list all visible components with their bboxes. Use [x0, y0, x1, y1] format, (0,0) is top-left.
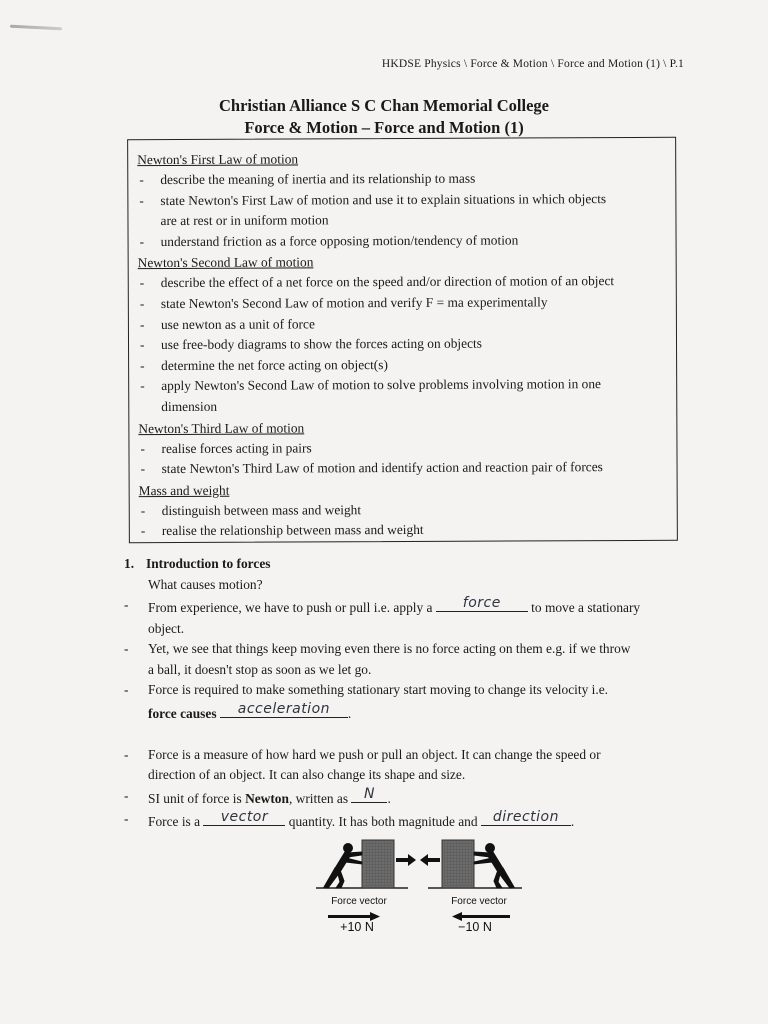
handwritten-answer: N [363, 785, 375, 802]
handwritten-answer: force [462, 595, 501, 611]
syllabus-item: - describe the effect of a net force on the speed and/or direction of motion of an object [139, 273, 615, 291]
right-force-value: −10 N [458, 920, 492, 934]
syllabus-item: - realise forces acting in pairs [140, 439, 312, 456]
person-pushing-left-icon [474, 844, 514, 889]
syllabus-heading: Newton's Third Law of motion [138, 419, 305, 436]
left-force-value: +10 N [340, 920, 374, 934]
answer-blank[interactable] [436, 595, 528, 612]
topic-title: Force & Motion – Force and Motion (1) [244, 118, 524, 137]
handwritten-answer: direction [492, 809, 559, 826]
syllabus-item: - realise the relationship between mass and weight [140, 522, 424, 539]
section-heading: 1. Introduction to forces [124, 556, 271, 571]
syllabus-item: - apply Newton's Second Law of motion to solve problems involving motion in one dimension [140, 376, 602, 414]
school-title: Christian Alliance S C Chan Memorial College [219, 96, 549, 115]
bullet-vector: - Force is a vector quantity. It has both magnitude and direction . [124, 809, 575, 830]
syllabus-item: - distinguish between mass and weight [140, 501, 362, 518]
syllabus-item: - state Newton's Third Law of motion and identify action and reaction pair of forces [140, 459, 603, 477]
bullet-si-unit: - SI unit of force is Newton, written as N . [124, 785, 391, 806]
bullet-keep-moving: - Yet, we see that things keep moving even there is no force acting on them e.g. if we throw a ball, it doesn't stop as soon as we let go. [124, 641, 631, 677]
syllabus-item: - use newton as a unit of force [139, 315, 315, 332]
syllabus-item: - state Newton's Second Law of motion and verify F = ma experimentally [139, 294, 548, 312]
syllabus-box [127, 137, 678, 543]
syllabus-item: - understand friction as a force opposing motion/tendency of motion [139, 232, 519, 249]
syllabus-heading: Mass and weight [138, 482, 230, 498]
page-breadcrumb: HKDSE Physics \ Force & Motion \ Force and Motion (1) \ P.1 [381, 58, 684, 70]
syllabus-item: - use free-body diagrams to show the forces acting on objects [139, 335, 482, 353]
syllabus-item: - state Newton's First Law of motion and use it to explain situations in which objects are at rest or in uniform motion [139, 190, 607, 229]
answer-blank[interactable] [203, 809, 285, 826]
bullet-measure-of-force: - Force is a measure of how hard we push or pull an object. It can change the speed or direction of an object. It can also change its shape and size. [124, 746, 601, 783]
bullet-force-causes: - Force is required to make something stationary start moving to change its velocity i.e. force causes acceleration . [124, 682, 609, 721]
section-question: What causes motion? [148, 577, 263, 592]
right-force-label: Force vector [451, 896, 507, 907]
syllabus-heading: Newton's First Law of motion [137, 151, 299, 168]
bullet-apply-force: - From experience, we have to push or pull i.e. apply a force to move a stationary object. [124, 595, 641, 636]
answer-blank[interactable] [220, 701, 348, 718]
pencil-mark [10, 25, 62, 31]
handwritten-answer: acceleration [237, 700, 331, 717]
syllabus-heading: Newton's Second Law of motion [137, 254, 314, 271]
handwritten-answer: vector [220, 809, 269, 826]
answer-blank[interactable] [351, 786, 387, 803]
syllabus-item: - determine the net force acting on object(s) [140, 356, 388, 373]
arrow-left-icon [420, 854, 440, 866]
left-force-label: Force vector [331, 896, 387, 907]
section-intro-forces [124, 553, 684, 833]
person-pushing-right-icon [324, 844, 362, 889]
force-vector-figure [310, 838, 530, 948]
answer-blank[interactable] [481, 809, 571, 826]
syllabus-item: - describe the meaning of inertia and its relationship to mass [139, 170, 476, 188]
arrow-right-icon [396, 854, 416, 866]
